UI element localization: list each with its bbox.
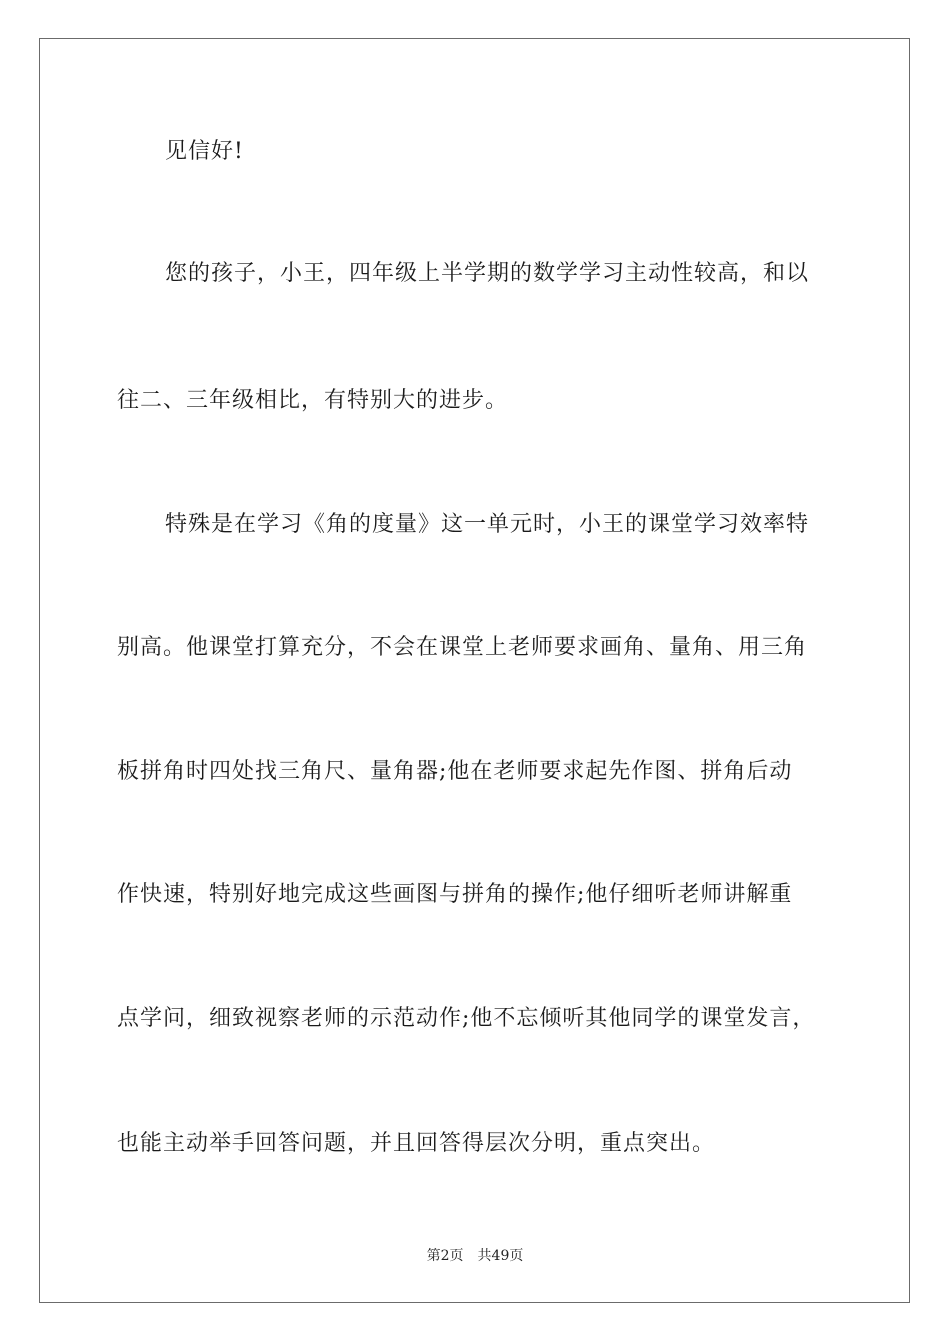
paragraph-line: 别高。他课堂打算充分，不会在课堂上老师要求画角、量角、用三角 <box>117 635 808 660</box>
paragraph-line: 板拼角时四处找三角尺、量角器;他在老师要求起先作图、拼角后动 <box>117 759 793 784</box>
page-number: 第2页 <box>426 1248 464 1264</box>
paragraph-line: 也能主动举手回答问题，并且回答得层次分明，重点突出。 <box>117 1131 716 1156</box>
paragraph-line: 特殊是在学习《角的度量》这一单元时，小王的课堂学习效率特 <box>165 512 810 537</box>
page-total: 共49页 <box>477 1248 524 1264</box>
paragraph-line: 点学问，细致视察老师的示范动作;他不忘倾听其他同学的课堂发言， <box>117 1006 816 1031</box>
paragraph-line: 作快速，特别好地完成这些画图与拼角的操作;他仔细听老师讲解重 <box>117 882 793 907</box>
paragraph-line: 您的孩子，小王，四年级上半学期的数学学习主动性较高，和以 <box>165 261 810 286</box>
paragraph-line: 往二、三年级相比，有特别大的进步。 <box>117 388 509 413</box>
greeting-line: 见信好! <box>165 139 244 164</box>
page-frame <box>39 38 910 1303</box>
page-footer <box>0 1246 950 1266</box>
